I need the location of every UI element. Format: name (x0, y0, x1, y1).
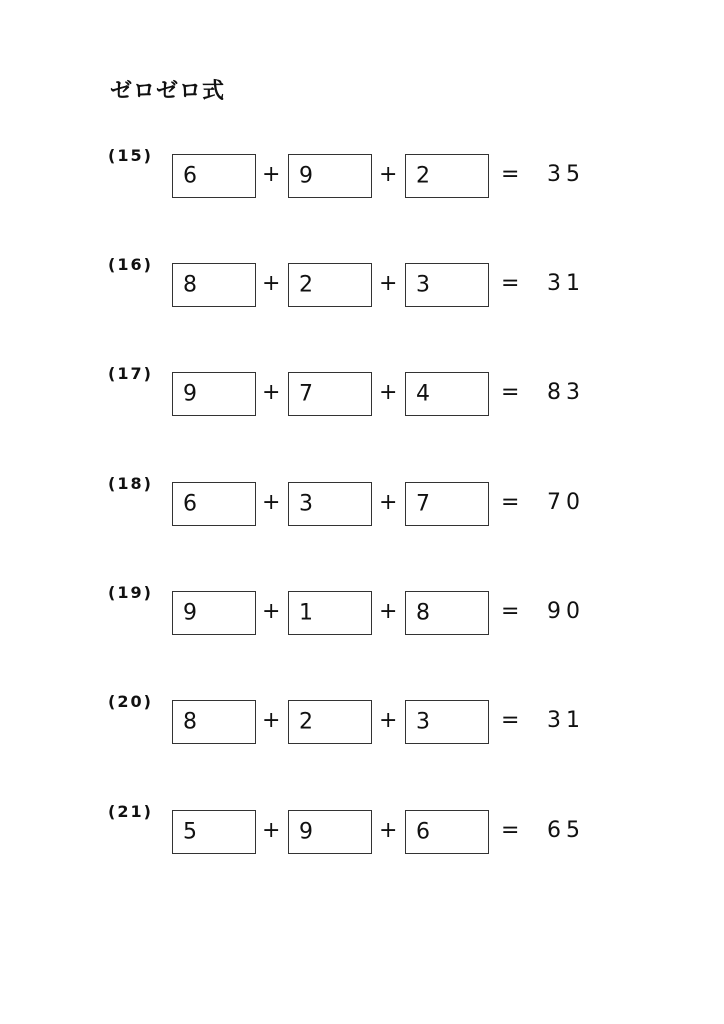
answer-box-1[interactable] (172, 810, 256, 854)
target-result: 65 (547, 818, 585, 843)
plus-sign: + (379, 162, 398, 187)
box-value: 8 (416, 600, 430, 626)
box-value: 9 (183, 381, 197, 407)
equals-sign: = (501, 599, 520, 624)
box-value: 7 (416, 491, 430, 517)
answer-box-3[interactable] (405, 700, 489, 744)
box-value: 5 (183, 819, 197, 845)
answer-box-1[interactable] (172, 263, 256, 307)
target-result: 70 (547, 490, 585, 515)
problem-row (0, 692, 724, 760)
box-value: 2 (416, 163, 430, 189)
box-value: 7 (299, 381, 313, 407)
plus-sign: + (262, 380, 281, 405)
problem-number: (19) (108, 583, 153, 602)
problem-row (0, 364, 724, 432)
answer-box-3[interactable] (405, 372, 489, 416)
answer-box-2[interactable] (288, 591, 372, 635)
plus-sign: + (262, 708, 281, 733)
problem-number: (15) (108, 146, 153, 165)
answer-box-3[interactable] (405, 482, 489, 526)
plus-sign: + (379, 599, 398, 624)
answer-box-2[interactable] (288, 810, 372, 854)
box-value: 9 (299, 163, 313, 189)
target-result: 83 (547, 380, 585, 405)
problem-number: (18) (108, 474, 153, 493)
plus-sign: + (379, 490, 398, 515)
plus-sign: + (379, 818, 398, 843)
problem-number: (17) (108, 364, 153, 383)
answer-box-2[interactable] (288, 372, 372, 416)
answer-box-1[interactable] (172, 372, 256, 416)
target-result: 35 (547, 162, 585, 187)
equals-sign: = (501, 818, 520, 843)
problem-row (0, 802, 724, 870)
answer-box-1[interactable] (172, 700, 256, 744)
box-value: 2 (299, 709, 313, 735)
answer-box-2[interactable] (288, 700, 372, 744)
equals-sign: = (501, 271, 520, 296)
answer-box-1[interactable] (172, 154, 256, 198)
answer-box-2[interactable] (288, 154, 372, 198)
box-value: 9 (299, 819, 313, 845)
plus-sign: + (379, 380, 398, 405)
plus-sign: + (262, 490, 281, 515)
problem-row (0, 583, 724, 651)
answer-box-3[interactable] (405, 263, 489, 307)
equals-sign: = (501, 380, 520, 405)
box-value: 8 (183, 272, 197, 298)
box-value: 3 (416, 709, 430, 735)
plus-sign: + (262, 271, 281, 296)
answer-box-2[interactable] (288, 482, 372, 526)
plus-sign: + (262, 818, 281, 843)
page-title: ゼロゼロ式 (110, 79, 226, 104)
box-value: 1 (299, 600, 313, 626)
problem-number: (21) (108, 802, 153, 821)
answer-box-3[interactable] (405, 154, 489, 198)
problem-number: (16) (108, 255, 153, 274)
box-value: 4 (416, 381, 430, 407)
box-value: 6 (183, 491, 197, 517)
answer-box-3[interactable] (405, 810, 489, 854)
plus-sign: + (262, 162, 281, 187)
equals-sign: = (501, 490, 520, 515)
box-value: 6 (183, 163, 197, 189)
plus-sign: + (262, 599, 281, 624)
problem-row (0, 474, 724, 542)
answer-box-2[interactable] (288, 263, 372, 307)
answer-box-1[interactable] (172, 591, 256, 635)
equals-sign: = (501, 708, 520, 733)
box-value: 8 (183, 709, 197, 735)
box-value: 9 (183, 600, 197, 626)
target-result: 31 (547, 271, 585, 296)
equals-sign: = (501, 162, 520, 187)
problem-row (0, 255, 724, 323)
target-result: 31 (547, 708, 585, 733)
target-result: 90 (547, 599, 585, 624)
box-value: 3 (299, 491, 313, 517)
box-value: 6 (416, 819, 430, 845)
problem-row (0, 146, 724, 214)
box-value: 3 (416, 272, 430, 298)
answer-box-1[interactable] (172, 482, 256, 526)
answer-box-3[interactable] (405, 591, 489, 635)
problem-number: (20) (108, 692, 153, 711)
box-value: 2 (299, 272, 313, 298)
plus-sign: + (379, 271, 398, 296)
plus-sign: + (379, 708, 398, 733)
